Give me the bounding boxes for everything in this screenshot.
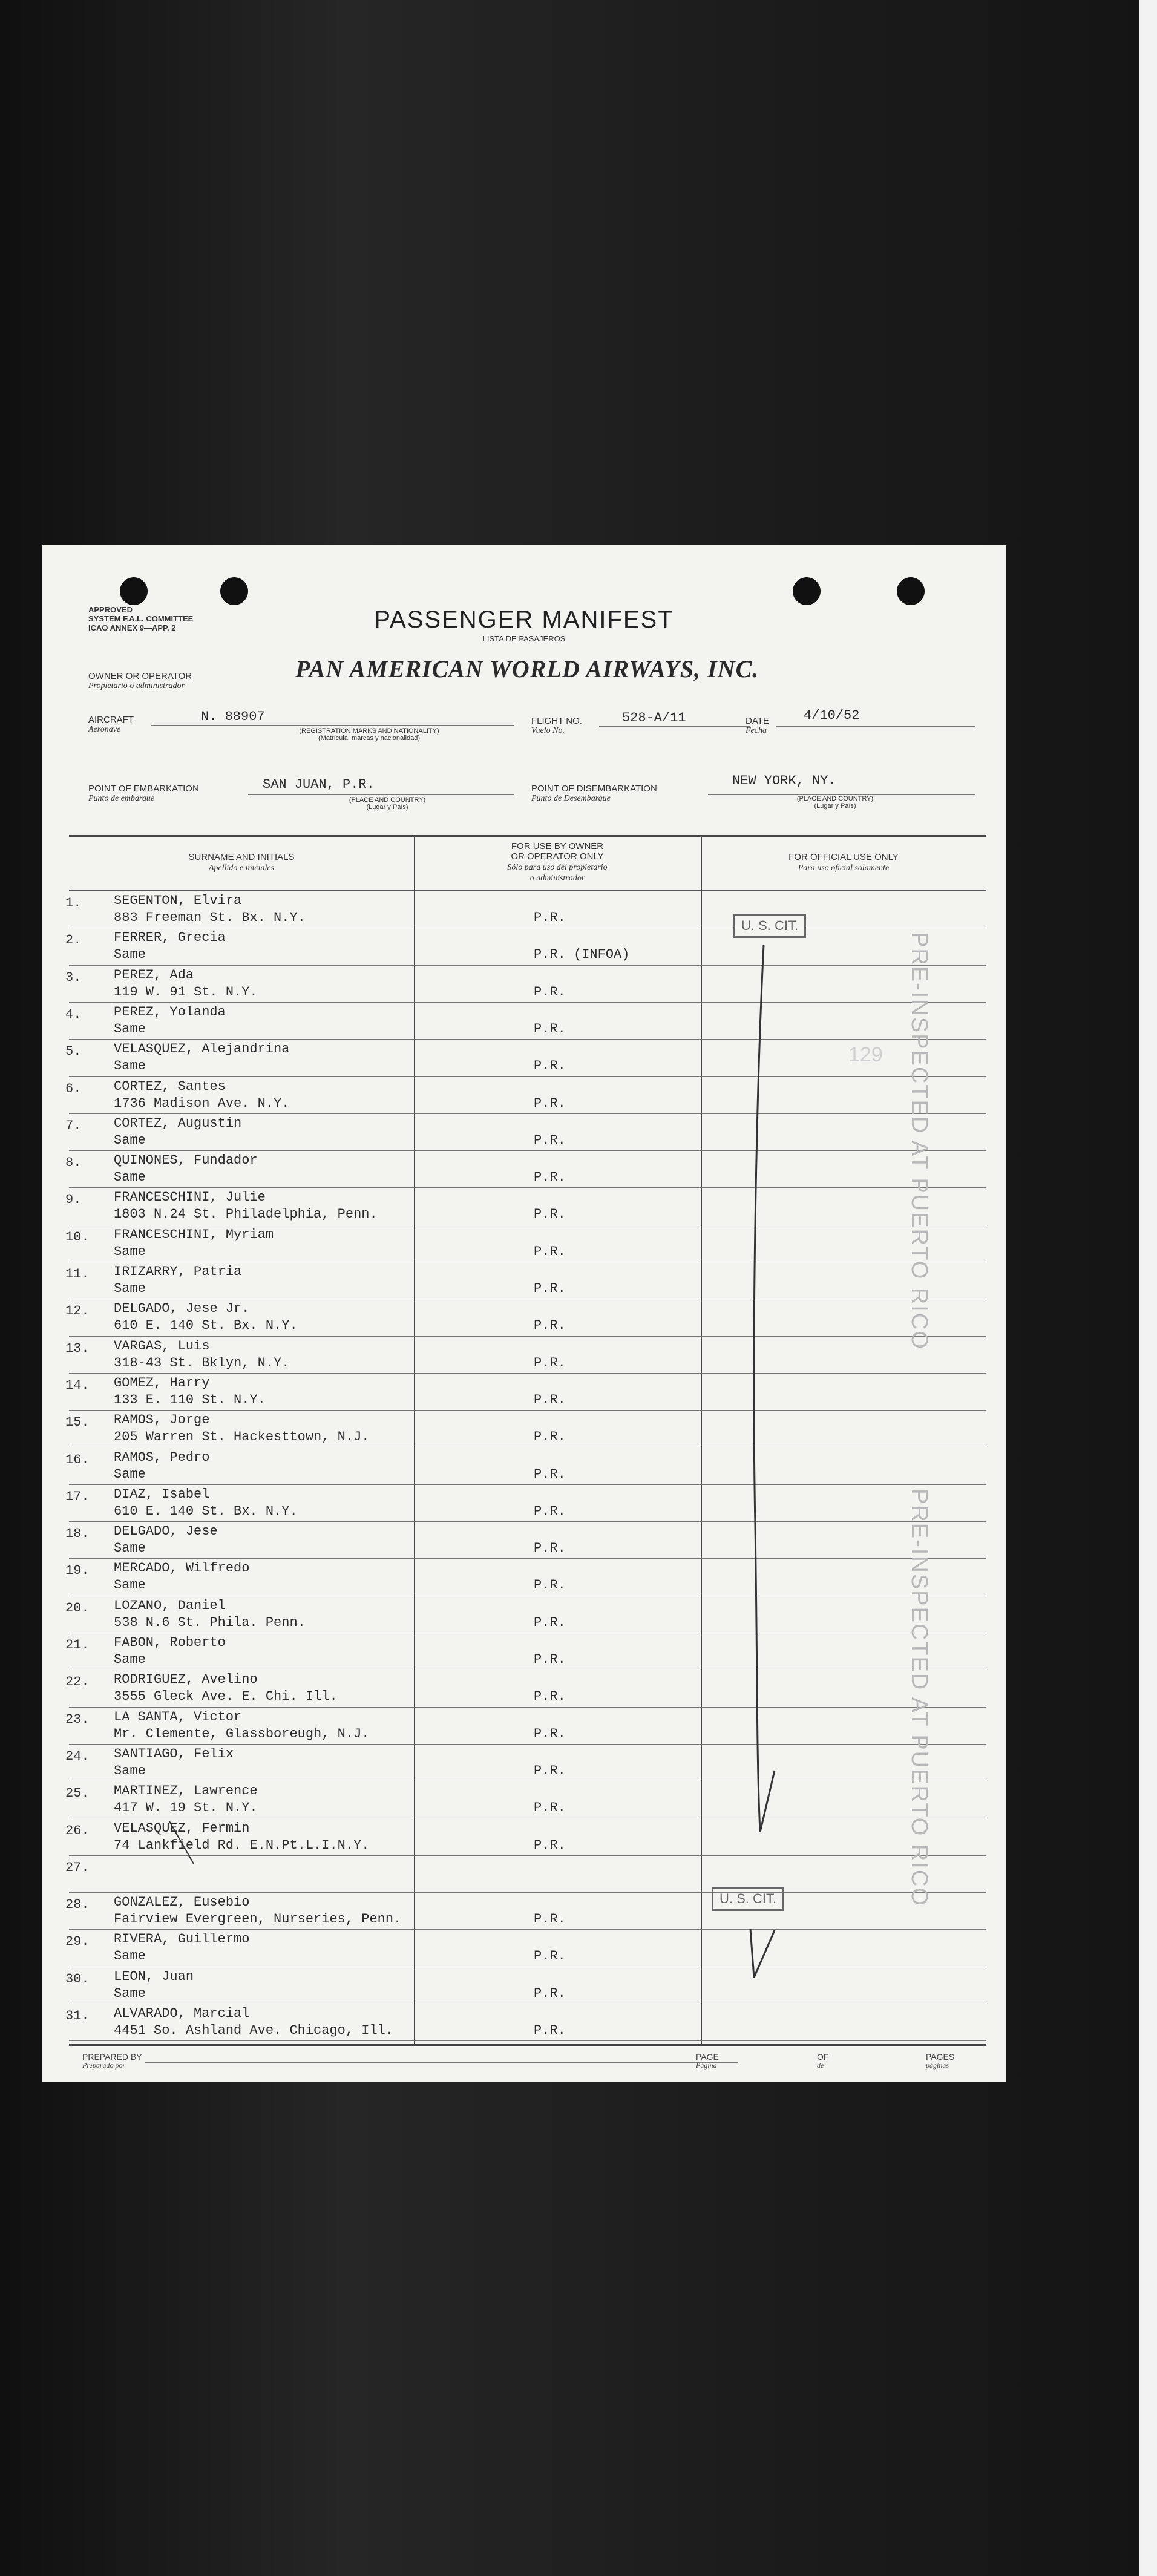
- passenger-name: RODRIGUEZ, Avelino: [114, 1672, 258, 1688]
- passenger-name: FERRER, Grecia: [114, 930, 226, 946]
- row-number: 5.: [65, 1044, 82, 1060]
- col-official-header: FOR OFFICIAL USE ONLY Para uso oficial solamente: [788, 852, 899, 873]
- pages-label: PAGES páginas: [926, 2052, 955, 2070]
- aircraft-label: AIRCRAFT Aeronave: [88, 715, 134, 734]
- passenger-address: 610 E. 140 St. Bx. N.Y.: [114, 1318, 298, 1334]
- owner-use-value: P.R.: [534, 1578, 566, 1593]
- row-number: 14.: [65, 1377, 90, 1393]
- row-number: 7.: [65, 1118, 82, 1133]
- passenger-name: SEGENTON, Elvira: [114, 893, 242, 908]
- row-number: 11.: [65, 1267, 90, 1282]
- disembarkation-note: (PLACE AND COUNTRY) (Lugar y País): [796, 795, 874, 810]
- row-number: 28.: [65, 1897, 90, 1913]
- row-number: 27.: [65, 1860, 90, 1875]
- owner-use-value: P.R.: [534, 1503, 566, 1519]
- aircraft-value: N. 88907: [201, 709, 265, 724]
- passenger-name: PEREZ, Yolanda: [114, 1004, 226, 1020]
- flight-value: 528-A/11: [622, 710, 686, 726]
- owner-use-value: P.R.: [534, 1132, 566, 1148]
- owner-use-value: P.R.: [534, 1281, 566, 1296]
- approval-line: APPROVED: [88, 605, 133, 614]
- owner-use-value: P.R.: [534, 1244, 566, 1259]
- pre-inspected-stamp: PRE-INSPECTED AT PUERTO RICO: [906, 1489, 932, 1907]
- row-number: 16.: [65, 1452, 90, 1467]
- row-number: 18.: [65, 1526, 90, 1542]
- row-number: 13.: [65, 1340, 90, 1356]
- owner-use-value: P.R.: [534, 1466, 566, 1482]
- citizenship-stamp: U. S. CIT.: [712, 1887, 784, 1911]
- passenger-address: Same: [114, 1948, 146, 1964]
- passenger-address: 318-43 St. Bklyn, N.Y.: [114, 1355, 290, 1371]
- flight-label: FLIGHT NO. Vuelo No.: [531, 716, 582, 735]
- passenger-name: SANTIAGO, Felix: [114, 1746, 234, 1762]
- of-label: OF de: [817, 2052, 829, 2070]
- passenger-name: MARTINEZ, Lawrence: [114, 1783, 258, 1799]
- passenger-name: RIVERA, Guillermo: [114, 1932, 250, 1947]
- passenger-address: Same: [114, 1244, 146, 1259]
- passenger-name: VARGAS, Luis: [114, 1338, 210, 1354]
- passenger-address: Same: [114, 1763, 146, 1778]
- passenger-name: RAMOS, Jorge: [114, 1412, 210, 1428]
- owner-use-value: P.R.: [534, 1170, 566, 1185]
- owner-use-value: P.R.: [534, 1095, 566, 1111]
- owner-use-value: P.R.: [534, 1763, 566, 1778]
- faint-stamp-number: 129: [848, 1043, 883, 1066]
- row-number: 24.: [65, 1748, 90, 1764]
- row-number: 23.: [65, 1711, 90, 1727]
- owner-use-value: P.R.: [534, 1058, 566, 1074]
- owner-use-value: P.R.: [534, 1837, 566, 1853]
- approval-line: ICAO ANNEX 9—APP. 2: [88, 623, 176, 632]
- passenger-name: LOZANO, Daniel: [114, 1598, 226, 1613]
- row-number: 1.: [65, 896, 82, 911]
- owner-use-value: P.R.: [534, 1689, 566, 1705]
- pre-inspected-stamp: PRE-INSPECTED AT PUERTO RICO: [906, 932, 932, 1350]
- page-label: PAGE Página: [696, 2052, 719, 2070]
- row-number: 22.: [65, 1674, 90, 1690]
- passenger-name: QUINONES, Fundador: [114, 1153, 258, 1168]
- row-number: 19.: [65, 1563, 90, 1579]
- passenger-name: MERCADO, Wilfredo: [114, 1561, 250, 1576]
- row-number: 9.: [65, 1192, 82, 1208]
- owner-use-value: P.R.: [534, 1429, 566, 1445]
- row-number: 30.: [65, 1971, 90, 1987]
- passenger-name: RAMOS, Pedro: [114, 1449, 210, 1465]
- passenger-address: 205 Warren St. Hackesttown, N.J.: [114, 1429, 370, 1445]
- embarkation-note: (PLACE AND COUNTRY) (Lugar y País): [349, 796, 426, 811]
- passenger-address: 133 E. 110 St. N.Y.: [114, 1392, 266, 1408]
- passenger-address: Same: [114, 1578, 146, 1593]
- date-label: DATE Fecha: [746, 716, 769, 735]
- passenger-name: FRANCESCHINI, Julie: [114, 1190, 266, 1205]
- owner-use-value: P.R.: [534, 1207, 566, 1222]
- passenger-address: Same: [114, 1058, 146, 1074]
- row-number: 29.: [65, 1934, 90, 1950]
- date-value: 4/10/52: [804, 708, 860, 723]
- owner-label: OWNER OR OPERATOR Propietario o administrador: [88, 671, 192, 690]
- owner-use-value: P.R.: [534, 1726, 566, 1742]
- row-number: 15.: [65, 1415, 90, 1431]
- passenger-address: Same: [114, 1466, 146, 1482]
- aircraft-note: (REGISTRATION MARKS AND NATIONALITY) (Matrícula, marcas y nacionalidad): [299, 727, 439, 742]
- row-number: 12.: [65, 1303, 90, 1319]
- owner-use-value: P.R.: [534, 2023, 566, 2038]
- col-surname-header: SURNAME AND INITIALS Apellido e iniciales: [188, 852, 295, 873]
- row-number: 8.: [65, 1155, 82, 1171]
- passenger-name: FRANCESCHINI, Myriam: [114, 1227, 274, 1242]
- passenger-name: FABON, Roberto: [114, 1635, 226, 1650]
- owner-name: PAN AMERICAN WORLD AIRWAYS, INC.: [295, 655, 759, 683]
- disembarkation-label: POINT OF DISEMBARKATION Punto de Desembarque: [531, 784, 657, 803]
- passenger-name: DELGADO, Jese: [114, 1524, 218, 1539]
- row-number: 25.: [65, 1786, 90, 1801]
- owner-use-value: P.R.: [534, 1021, 566, 1037]
- passenger-address: Same: [114, 1021, 146, 1037]
- document-subtitle: LISTA DE PASAJEROS: [482, 634, 566, 643]
- owner-use-value: P.R.: [534, 1392, 566, 1408]
- owner-use-value: P.R.: [534, 1948, 566, 1964]
- row-number: 3.: [65, 969, 82, 985]
- passenger-name: GONZALEZ, Eusebio: [114, 1895, 250, 1910]
- passenger-name: GOMEZ, Harry: [114, 1375, 210, 1391]
- pen-check-marks: [42, 545, 1006, 2082]
- film-edge-strip: [1139, 0, 1157, 2576]
- owner-use-value: P.R.: [534, 984, 566, 1000]
- citizenship-stamp: U. S. CIT.: [733, 914, 806, 938]
- passenger-name: PEREZ, Ada: [114, 967, 194, 983]
- owner-use-value: P.R.: [534, 1614, 566, 1630]
- owner-use-value: P.R.: [534, 1355, 566, 1371]
- owner-use-value: P.R.: [534, 1800, 566, 1816]
- disembarkation-value: NEW YORK, NY.: [732, 773, 836, 788]
- passenger-address: 417 W. 19 St. N.Y.: [114, 1800, 258, 1816]
- embarkation-value: SAN JUAN, P.R.: [263, 777, 375, 792]
- row-number: 17.: [65, 1489, 90, 1504]
- passenger-address: Same: [114, 1985, 146, 2001]
- passenger-address: Fairview Evergreen, Nurseries, Penn.: [114, 1912, 402, 1927]
- passenger-name: CORTEZ, Augustin: [114, 1115, 242, 1131]
- passenger-address: 1736 Madison Ave. N.Y.: [114, 1095, 290, 1111]
- passenger-address: Same: [114, 1541, 146, 1556]
- row-number: 2.: [65, 932, 82, 948]
- document-title: PASSENGER MANIFEST: [374, 606, 674, 633]
- row-number: 26.: [65, 1823, 90, 1838]
- passenger-address: 74 Lankfield Rd. E.N.Pt.L.I.N.Y.: [114, 1837, 370, 1853]
- passenger-address: 1803 N.24 St. Philadelphia, Penn.: [114, 1207, 378, 1222]
- col-owner-header: FOR USE BY OWNER OR OPERATOR ONLY Sólo para uso del propietario o administrador: [507, 841, 608, 883]
- passenger-address: Same: [114, 1652, 146, 1667]
- manifest-document: [42, 545, 1006, 2082]
- passenger-name: DELGADO, Jese Jr.: [114, 1301, 250, 1317]
- passenger-address: Mr. Clemente, Glassboreugh, N.J.: [114, 1726, 370, 1742]
- passenger-address: Same: [114, 947, 146, 963]
- passenger-address: 3555 Gleck Ave. E. Chi. Ill.: [114, 1689, 338, 1705]
- passenger-name: LA SANTA, Victor: [114, 1709, 242, 1725]
- passenger-name: LEON, Juan: [114, 1968, 194, 1984]
- passenger-address: 610 E. 140 St. Bx. N.Y.: [114, 1503, 298, 1519]
- passenger-address: Same: [114, 1170, 146, 1185]
- passenger-address: 883 Freeman St. Bx. N.Y.: [114, 910, 306, 925]
- owner-use-value: P.R.: [534, 1912, 566, 1927]
- passenger-address: 538 N.6 St. Phila. Penn.: [114, 1614, 306, 1630]
- owner-use-value: P.R. (INFOA): [534, 947, 630, 963]
- prepared-by-line: [145, 2062, 738, 2063]
- row-number: 20.: [65, 1600, 90, 1616]
- row-number: 31.: [65, 2008, 90, 2024]
- owner-use-value: P.R.: [534, 1541, 566, 1556]
- embarkation-label: POINT OF EMBARKATION Punto de embarque: [88, 784, 199, 803]
- passenger-name: VELASQUEZ, Alejandrina: [114, 1041, 290, 1057]
- passenger-address: Same: [114, 1281, 146, 1296]
- owner-use-value: P.R.: [534, 1318, 566, 1334]
- owner-use-value: P.R.: [534, 910, 566, 925]
- approval-line: SYSTEM F.A.L. COMMITTEE: [88, 614, 194, 623]
- passenger-name: CORTEZ, Santes: [114, 1078, 226, 1094]
- row-number: 4.: [65, 1006, 82, 1022]
- row-number: 6.: [65, 1081, 82, 1096]
- owner-use-value: P.R.: [534, 1985, 566, 2001]
- prepared-by-label: PREPARED BY Preparado por: [82, 2052, 142, 2070]
- passenger-name: ALVARADO, Marcial: [114, 2006, 250, 2021]
- passenger-name: DIAZ, Isabel: [114, 1486, 210, 1502]
- row-number: 10.: [65, 1229, 90, 1245]
- passenger-name: IRIZARRY, Patria: [114, 1264, 242, 1279]
- passenger-address: 119 W. 91 St. N.Y.: [114, 984, 258, 1000]
- owner-use-value: P.R.: [534, 1652, 566, 1667]
- row-number: 21.: [65, 1637, 90, 1653]
- passenger-address: 4451 So. Ashland Ave. Chicago, Ill.: [114, 2023, 394, 2038]
- passenger-name: VELASQUEZ, Fermin: [114, 1820, 250, 1836]
- passenger-address: Same: [114, 1132, 146, 1148]
